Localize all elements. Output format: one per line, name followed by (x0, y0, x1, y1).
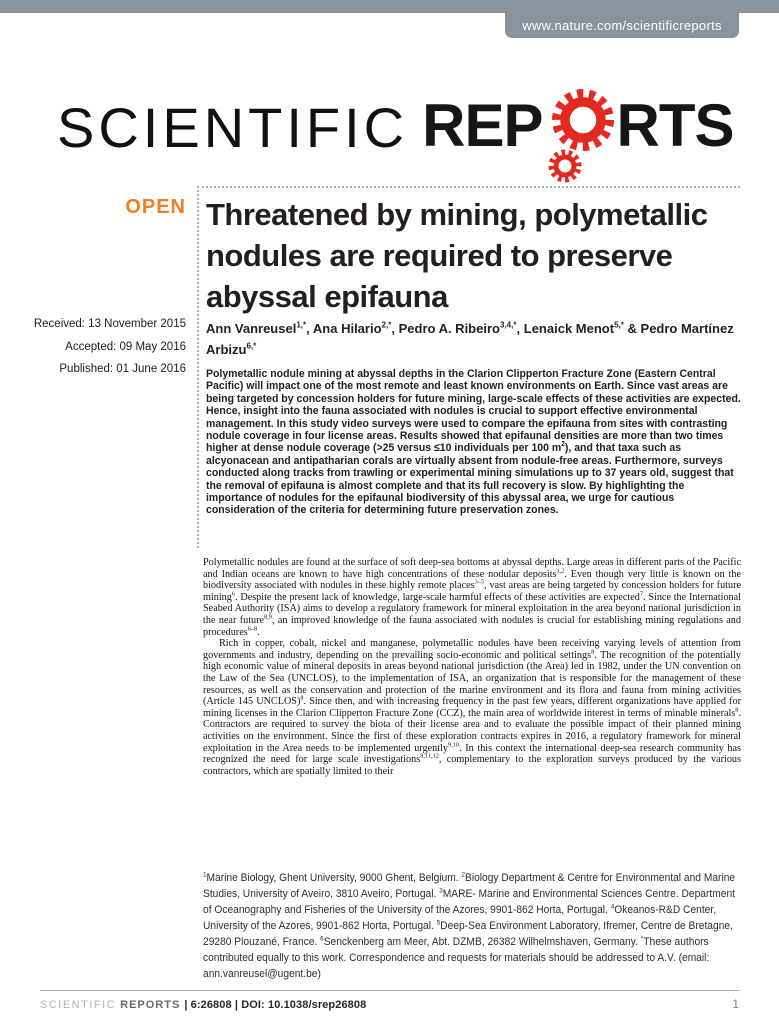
page-number: 1 (732, 997, 739, 1011)
footer-journal-scientific: SCIENTIFIC (40, 999, 117, 1011)
logo-text-rep: REP (422, 92, 543, 159)
header-bar (0, 0, 779, 13)
article-title: Threatened by mining, polymetallic nodules are required to preserve abyssal epifauna (206, 197, 708, 314)
body-paragraph: Polymetallic nodules are found at the surface of soft deep-sea bottoms at abyssal depths. Large areas in different parts of the Pacific and Indian oceans are known to have high concentrations of these nodular deposits$^{1,2}$. Even though very little is known on the biodiversity associated with nodules in these highly remote places$^{3-5}$, vast areas are being targeted by concession holders for future mining$^6$. Despite the present lack of knowledge, large-scale harmful effects of these activities are expected$^7$. Since the International Seabed Authority (ISA) aims to develop a regulatory framework for mineral exploitation in the area beyond national jurisdiction in the near future$^{8,9}$, an improved knowledge of the fauna associated with nodules is crucial for establishing mining regulations and procedures$^{6-8}$. (203, 557, 741, 638)
journal-url-tab[interactable]: www.nature.com/scientificreports (505, 13, 739, 38)
footer-journal-reports: REPORTS (120, 999, 181, 1011)
footer-citation: | 6:26808 | DOI: 10.1038/srep26808 (184, 999, 367, 1011)
author-list: Ann Vanreusel$^{1,*}$, Ana Hilario$^{2,*}$, Pedro A. Ribeiro$^{3,4,*}$, Lenaick Menot$^{5,*}$ & Pedro Martínez Arbizu$^{6,*}$ (206, 320, 734, 357)
page-footer (40, 997, 739, 1011)
dotted-rule-vertical (197, 186, 199, 548)
logo-text-rts: RTS (616, 92, 734, 159)
published-date: Published: 01 June 2016 (59, 363, 186, 376)
journal-logo (57, 86, 734, 159)
logo-text-scientific: SCIENTIFIC (57, 96, 409, 159)
gears-icon (545, 86, 615, 184)
abstract-text: Polymetallic nodule mining at abyssal depths in the Clarion Clipperton Fracture Zone (Eastern Central Pacific) will impact one of the most remote and least known environments on Earth. Since vast areas are being targeted by concession holders for future mining, large-scale effects of these activities are expected. Hence, insight into the fauna associated with nodules is crucial to support effective environmental management. In this study video surveys were used to compare the epifauna from sites with contrasting nodule coverage in four license areas. Results showed that epifaunal densities are more than two times higher at dense nodule coverage (>25 versus ≤10 individuals per 100 $m^2$), and that taxa such as alcyonacean and antipatharian corals are virtually absent from nodule-free areas. Furthermore, surveys conducted along tracks from trawling or experimental mining simulations up to 37 years old, suggest that the removal of epifauna is almost complete and that its full recovery is slow. By highlighting the importance of nodules for the epifaunal biodiversity of this abyssal area, we urge for cautious consideration of the criteria for determining future preservation zones. (206, 368, 741, 517)
body-paragraph: Rich in copper, cobalt, nickel and manganese, polymetallic nodules have been receiving varying levels of attention from governments and industry, depending on the prevailing socio-economic and political settings$^8$. The recognition of the potentially high economic value of mineral deposits in areas beyond national jurisdiction (the Area) led in 1982, under the UN convention on the Law of the Sea (UNCLOS), to the implementation of ISA, an organization that is responsible for the management of these resources, as well as the conservation and protection of the marine environment and its flora and fauna from mining activities (Article 145 UNCLOS)$^8$. Since then, and with increasing frequency in the past few years, different organizations have applied for mining licenses in the Clarion Clipperton Fracture Zone (CCZ), the main area of worldwide interest in terms of minable minerals$^8$. Contractors are required to survey the biota of their license area and to evaluate the possible impact of their planned mining activities on the environment. Since the first of these exploration contracts expires in 2016, a regulatory framework for mineral exploitation in the Area needs to be implemented urgently$^{9,10}$. In this context the international deep-sea research community has recognized the need for large scale investigations$^{8,11,12}$, complementary to the exploration surveys produced by the various contractors, which are spatially limited to their (203, 638, 742, 777)
received-date: Received: 13 November 2015 (33, 318, 186, 330)
open-access-badge: OPEN (125, 196, 186, 218)
dotted-rule-horizontal (197, 186, 740, 188)
body-text (203, 557, 741, 777)
accepted-date: Accepted: 09 May 2016 (65, 340, 186, 353)
affiliations-note: $^1$Marine Biology, Ghent University, 9000 Ghent, Belgium. $^2$Biology Department & Centre for Environmental and Marine Studies, University of Aveiro, 3810 Aveiro, Portugal. $^3$MARE- Marine and Environmental Sciences Centre. Department of Oceanography and Fisheries of the University of the Azores, 9901-862 Horta, Portugal. $^4$Okeanos-R&D Center, University of the Azores, 9901-862 Horta, Portugal. $^5$Deep-Sea Environment Laboratory, Ifremer, Centre de Bretagne, 29280 Plouzané, France. $^6$Senckenberg am Meer, Abt. DZMB, 26382 Wilhelmshaven, Germany. *These authors contributed equally to this work. Correspondence and requests for materials should be addressed to A.V. (email: ann.vanreusel@ugent.be) (203, 871, 736, 980)
article-dates (20, 313, 186, 381)
footer-rule (40, 990, 739, 991)
